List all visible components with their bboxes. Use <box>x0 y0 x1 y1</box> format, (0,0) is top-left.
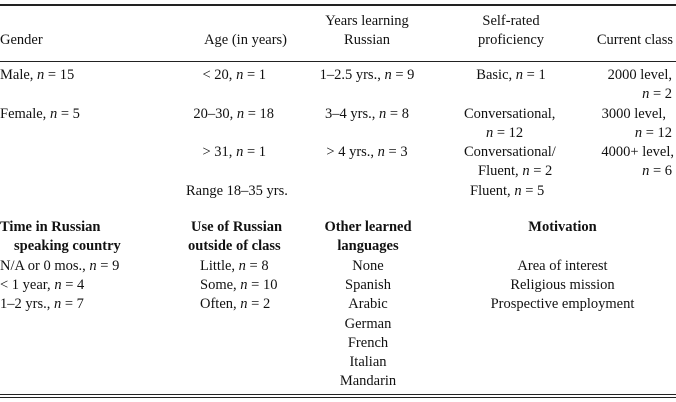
header-other-line1: Other learned <box>324 219 412 235</box>
language-spanish: Spanish <box>345 277 391 293</box>
header-proficiency-line1: Self-rated <box>482 13 540 29</box>
motivation-area-of-interest: Area of interest <box>517 258 608 274</box>
class-2000-line2: n = 2 <box>642 86 672 102</box>
header-age: Age (in years) <box>204 32 287 48</box>
language-none: None <box>352 258 384 274</box>
header-time-line1: Time in Russian <box>0 219 101 235</box>
class-3000-line1: 3000 level, <box>601 106 666 122</box>
header-years-line1: Years learning <box>325 13 409 29</box>
class-4000-line2: n = 6 <box>642 163 672 179</box>
bottom-rule-2 <box>0 397 676 398</box>
header-motivation: Motivation <box>528 219 597 235</box>
prof-basic: Basic, n = 1 <box>476 67 546 83</box>
age-20-30: 20–30, n = 18 <box>193 106 274 122</box>
header-other-line2: languages <box>337 238 399 254</box>
gender-female: Female, n = 5 <box>0 106 80 122</box>
prof-conv-fluent-line1: Conversational/ <box>464 144 556 160</box>
header-current-class: Current class <box>596 32 673 48</box>
use-some: Some, n = 10 <box>200 277 278 293</box>
language-french: French <box>347 335 389 351</box>
age-under-20: < 20, n = 1 <box>202 67 266 83</box>
language-arabic: Arabic <box>348 296 388 312</box>
top-rule <box>0 4 676 6</box>
header-proficiency-line2: proficiency <box>477 32 545 48</box>
header-years-line2: Russian <box>344 32 390 48</box>
years-3-4: 3–4 yrs., n = 8 <box>325 106 409 122</box>
prof-conv-fluent-line2: Fluent, n = 2 <box>478 163 553 179</box>
age-over-31: > 31, n = 1 <box>202 144 266 160</box>
prof-conversational-line1: Conversational, <box>464 106 556 122</box>
motivation-prospective-employment: Prospective employment <box>490 296 635 312</box>
language-italian: Italian <box>349 354 387 370</box>
use-often: Often, n = 2 <box>200 296 271 312</box>
age-range: Range 18–35 yrs. <box>186 183 288 199</box>
time-na-0: N/A or 0 mos., n = 9 <box>0 258 120 274</box>
header-use-line1: Use of Russian <box>191 219 283 235</box>
use-little: Little, n = 8 <box>200 258 269 274</box>
time-1-2: 1–2 yrs., n = 7 <box>0 296 84 312</box>
header-use-line2: outside of class <box>188 238 281 254</box>
prof-fluent: Fluent, n = 5 <box>470 183 545 199</box>
header-rule <box>0 61 676 62</box>
class-4000-line1: 4000+ level, <box>601 144 674 160</box>
years-over-4: > 4 yrs., n = 3 <box>326 144 408 160</box>
time-under-1: < 1 year, n = 4 <box>0 277 85 293</box>
bottom-rule-1 <box>0 394 676 395</box>
header-time-line2: speaking country <box>14 238 121 254</box>
motivation-religious-mission: Religious mission <box>510 277 615 293</box>
years-1-2-5: 1–2.5 yrs., n = 9 <box>319 67 415 83</box>
language-german: German <box>344 316 392 332</box>
prof-conversational-line2: n = 12 <box>486 125 524 141</box>
class-3000-line2: n = 12 <box>634 125 672 141</box>
header-gender: Gender <box>0 32 43 48</box>
class-2000-line1: 2000 level, <box>607 67 672 83</box>
language-mandarin: Mandarin <box>339 373 397 389</box>
gender-male: Male, n = 15 <box>0 67 75 83</box>
